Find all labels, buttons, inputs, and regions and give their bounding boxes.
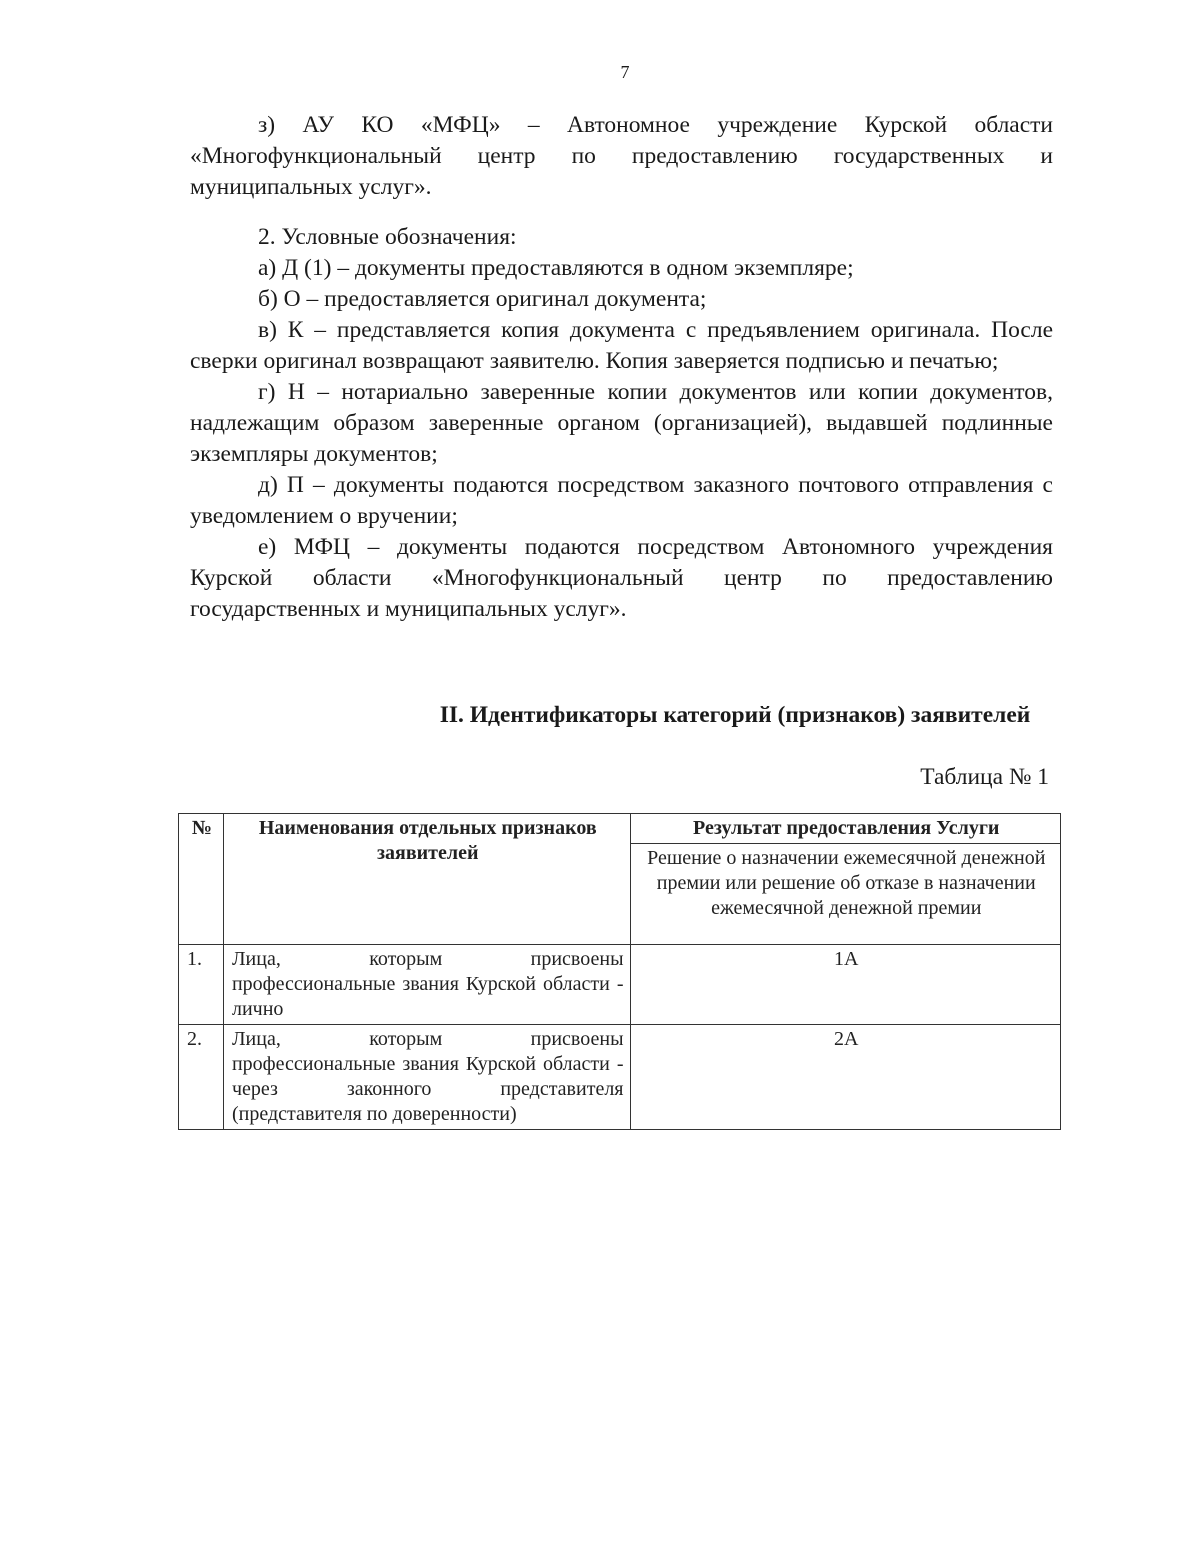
row-result: 1А bbox=[630, 945, 1060, 1025]
header-name: Наименования отдельных признаков заявителей bbox=[223, 814, 630, 945]
legend-item-mfc: е) МФЦ – документы подаются посредством Автономного учреждения Курской области «Многофункциональный центр по предоставлению государственных и муниципальных услуг». bbox=[190, 534, 1053, 622]
row-num: 2. bbox=[179, 1025, 224, 1130]
applicant-categories-table bbox=[178, 813, 1061, 1130]
legend-item-p: д) П – документы подаются посредством заказного почтового отправления с уведомлением о вручении; bbox=[190, 472, 1053, 529]
table-row bbox=[179, 1025, 1061, 1130]
table-header-row bbox=[179, 814, 1061, 844]
header-result: Результат предоставления Услуги bbox=[630, 814, 1060, 844]
legend-item-n: г) Н – нотариально заверенные копии документов или копии документов, надлежащим образом заверенные органом (организацией), выдавшей подлинные экземпляры документов; bbox=[190, 379, 1053, 467]
row-name: Лица, которым присвоены профессиональные звания Курской области - лично bbox=[223, 945, 630, 1025]
legend-item-d1: а) Д (1) – документы предоставляются в одном экземпляре; bbox=[258, 255, 854, 281]
row-result: 2А bbox=[630, 1025, 1060, 1130]
legend-item-o: б) О – предоставляется оригинал документа; bbox=[258, 286, 707, 312]
row-num: 1. bbox=[179, 945, 224, 1025]
page-number: 7 bbox=[620, 62, 630, 82]
section-title: II. Идентификаторы категорий (признаков) заявителей bbox=[439, 702, 1031, 728]
table-caption: Таблица № 1 bbox=[920, 764, 1049, 790]
legend-heading: 2. Условные обозначения: bbox=[258, 224, 517, 250]
legend-item-k: в) К – представляется копия документа с предъявлением оригинала. После сверки оригинал возвращают заявителю. Копия заверяется подписью и печатью; bbox=[190, 317, 1053, 374]
paragraph-text: з) АУ КО «МФЦ» – Автономное учреждение Курской области «Многофункциональный центр по предоставлению государственных и муниципальных услуг». bbox=[190, 112, 1053, 200]
legend-block bbox=[190, 222, 1053, 625]
table-row bbox=[179, 945, 1061, 1025]
header-result-description: Решение о назначении ежемесячной денежной премии или решение об отказе в назначении ежемесячной денежной премии bbox=[630, 844, 1060, 945]
paragraph-mfc-definition bbox=[190, 110, 1053, 203]
header-num: № bbox=[179, 814, 224, 945]
row-name: Лица, которым присвоены профессиональные звания Курской области - через законного представителя (представителя по доверенности) bbox=[223, 1025, 630, 1130]
